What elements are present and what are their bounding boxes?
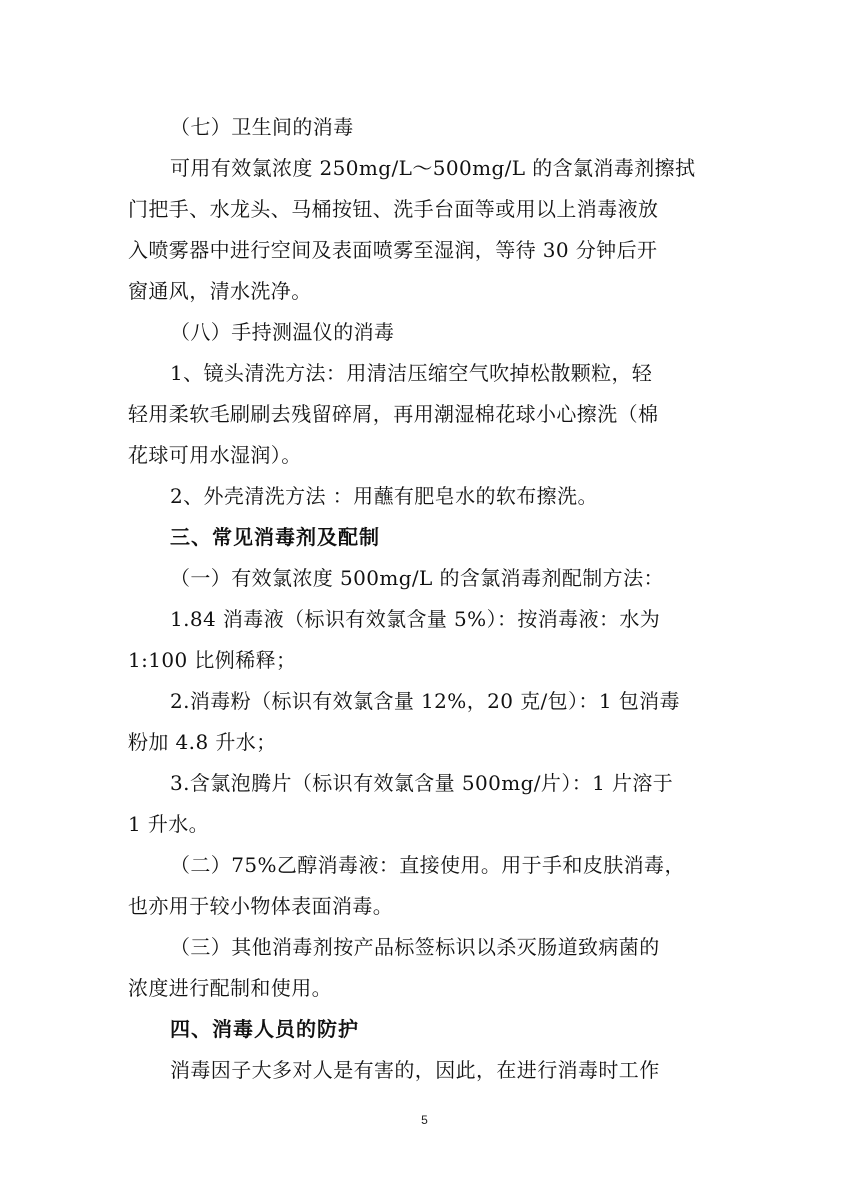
section-heading-4: 四、消毒人员的防护: [170, 1017, 359, 1041]
paragraph-line: 花球可用水湿润）。: [128, 443, 302, 467]
paragraph-line: 也亦用于较小物体表面消毒。: [128, 894, 394, 918]
paragraph-line: 入喷雾器中进行空间及表面喷雾至湿润，等待 30 分钟后开: [128, 238, 658, 262]
list-item-line: 1.84 消毒液（标识有效氯含量 5%）：按消毒液：水为: [170, 607, 661, 631]
paragraph-line: 门把手、水龙头、马桶按钮、洗手台面等或用以上消毒液放: [128, 197, 659, 221]
list-item-line: 2.消毒粉（标识有效氯含量 12%，20 克/包）：1 包消毒: [170, 689, 680, 713]
paragraph-line: 2、外壳清洗方法 ：用蘸有肥皂水的软布擦洗。: [170, 484, 598, 508]
subsection-heading-1: （一）有效氯浓度 500mg/L 的含氯消毒剂配制方法：: [170, 566, 664, 590]
paragraph-line: （三）其他消毒剂按产品标签标识以杀灭肠道致病菌的: [170, 935, 660, 959]
paragraph-line: 1、镜头清洗方法：用清洁压缩空气吹掉松散颗粒，轻: [170, 361, 653, 385]
list-item-line: 1:100 比例稀释；: [128, 648, 297, 672]
subsection-heading-7: （七）卫生间的消毒: [170, 115, 354, 139]
list-item-line: 3.含氯泡腾片（标识有效氯含量 500mg/片）：1 片溶于: [170, 771, 674, 795]
subsection-heading-8: （八）手持测温仪的消毒: [170, 320, 395, 344]
paragraph-line: 窗通风，清水洗净。: [128, 279, 312, 303]
paragraph-line: （二）75%乙醇消毒液：直接使用。用于手和皮肤消毒，: [170, 853, 685, 877]
section-heading-3: 三、常见消毒剂及配制: [170, 525, 380, 549]
list-item-line: 粉加 4.8 升水；: [128, 730, 277, 754]
page-number: 5: [421, 1113, 428, 1127]
paragraph-line: 可用有效氯浓度 250mg/L～500mg/L 的含氯消毒剂擦拭: [170, 156, 696, 180]
paragraph-line: 浓度进行配制和使用。: [128, 976, 332, 1000]
list-item-line: 1 升水。: [128, 812, 210, 836]
paragraph-line: 轻用柔软毛刷刷去残留碎屑，再用潮湿棉花球小心擦洗（棉: [128, 402, 659, 426]
paragraph-line: 消毒因子大多对人是有害的，因此，在进行消毒时工作: [170, 1058, 660, 1082]
